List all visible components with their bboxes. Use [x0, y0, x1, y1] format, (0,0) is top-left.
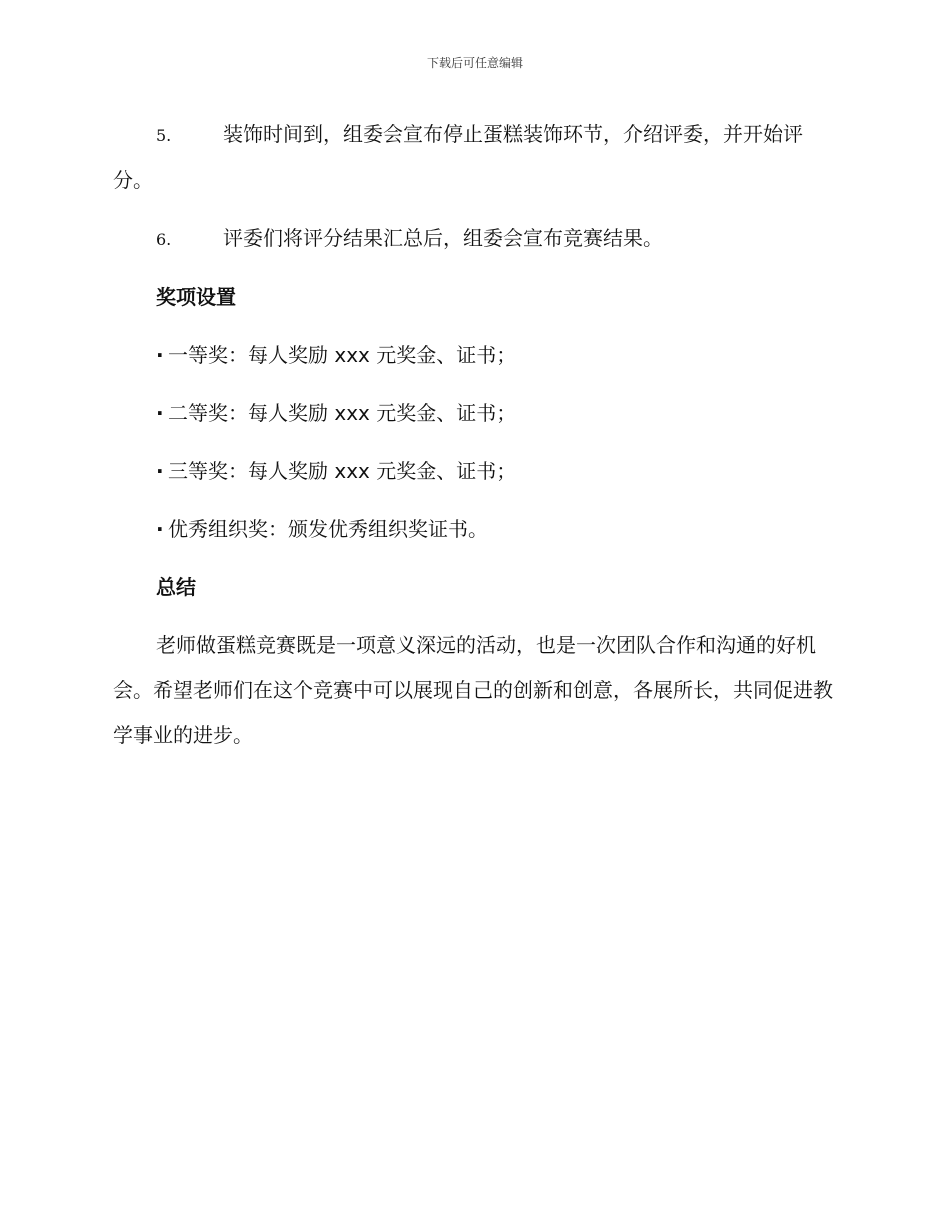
award-item-third: [113, 449, 835, 494]
step-text: 评委们将评分结果汇总后，组委会宣布竞赛结果。: [223, 226, 663, 250]
bullet-icon: ·: [156, 517, 164, 541]
award-text: 二等奖：每人奖励 xxx 元奖金、证书；: [168, 401, 517, 425]
summary-heading: 总结: [156, 575, 196, 599]
bullet-icon: ·: [156, 401, 164, 425]
award-text: 一等奖：每人奖励 xxx 元奖金、证书；: [168, 343, 517, 367]
award-item-organization: [113, 507, 835, 552]
award-item-first: [113, 333, 835, 378]
bullet-icon: ·: [156, 459, 164, 483]
awards-heading: 奖项设置: [156, 285, 236, 309]
award-text: 优秀组织奖：颁发优秀组织奖证书。: [168, 517, 488, 541]
award-text: 三等奖：每人奖励 xxx 元奖金、证书；: [168, 459, 517, 483]
summary-paragraph: 老师做蛋糕竞赛既是一项意义深远的活动，也是一次团队合作和沟通的好机会。希望老师们在这个竞赛中可以展现自己的创新和创意，各展所长，共同促进教学事业的进步。: [113, 633, 833, 747]
step-number: 6.: [156, 230, 172, 249]
award-item-second: [113, 391, 835, 436]
document-body: [113, 112, 835, 758]
step-number: 5.: [156, 126, 172, 145]
header-note: 下载后可任意编辑: [426, 56, 523, 70]
step-item-6: [113, 216, 835, 262]
step-item-5: [113, 112, 835, 203]
step-text: 装饰时间到，组委会宣布停止蛋糕装饰环节，介绍评委，并开始评分。: [113, 122, 803, 192]
bullet-icon: ·: [156, 343, 164, 367]
